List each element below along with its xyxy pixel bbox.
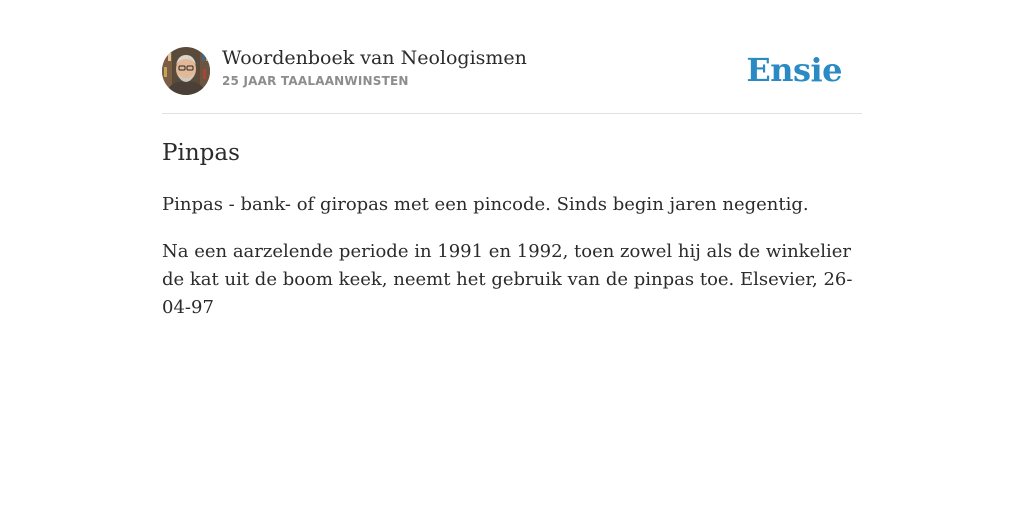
header-divider [162, 113, 862, 114]
author-avatar[interactable] [162, 47, 210, 95]
definition-paragraph: Pinpas - bank- of giropas met een pincode. Sinds begin jaren negentig. [162, 194, 809, 215]
author-subtitle: 25 JAAR TAALAANWINSTEN [222, 74, 409, 88]
ensie-logo-link[interactable]: Ensie [746, 51, 842, 89]
author-portrait-icon [162, 47, 210, 95]
article-container [162, 46, 862, 322]
citation-paragraph: Na een aarzelende periode in 1991 en 1992, toen zowel hij als de winkelier de kat uit de boom keek, neemt het gebruik van de pinpas toe. Elsevier, 26-04-97 [162, 241, 853, 318]
header [162, 46, 862, 96]
author-name[interactable]: Woordenboek van Neologismen [222, 47, 527, 69]
entry-title: Pinpas [162, 140, 240, 166]
byline [222, 46, 527, 88]
